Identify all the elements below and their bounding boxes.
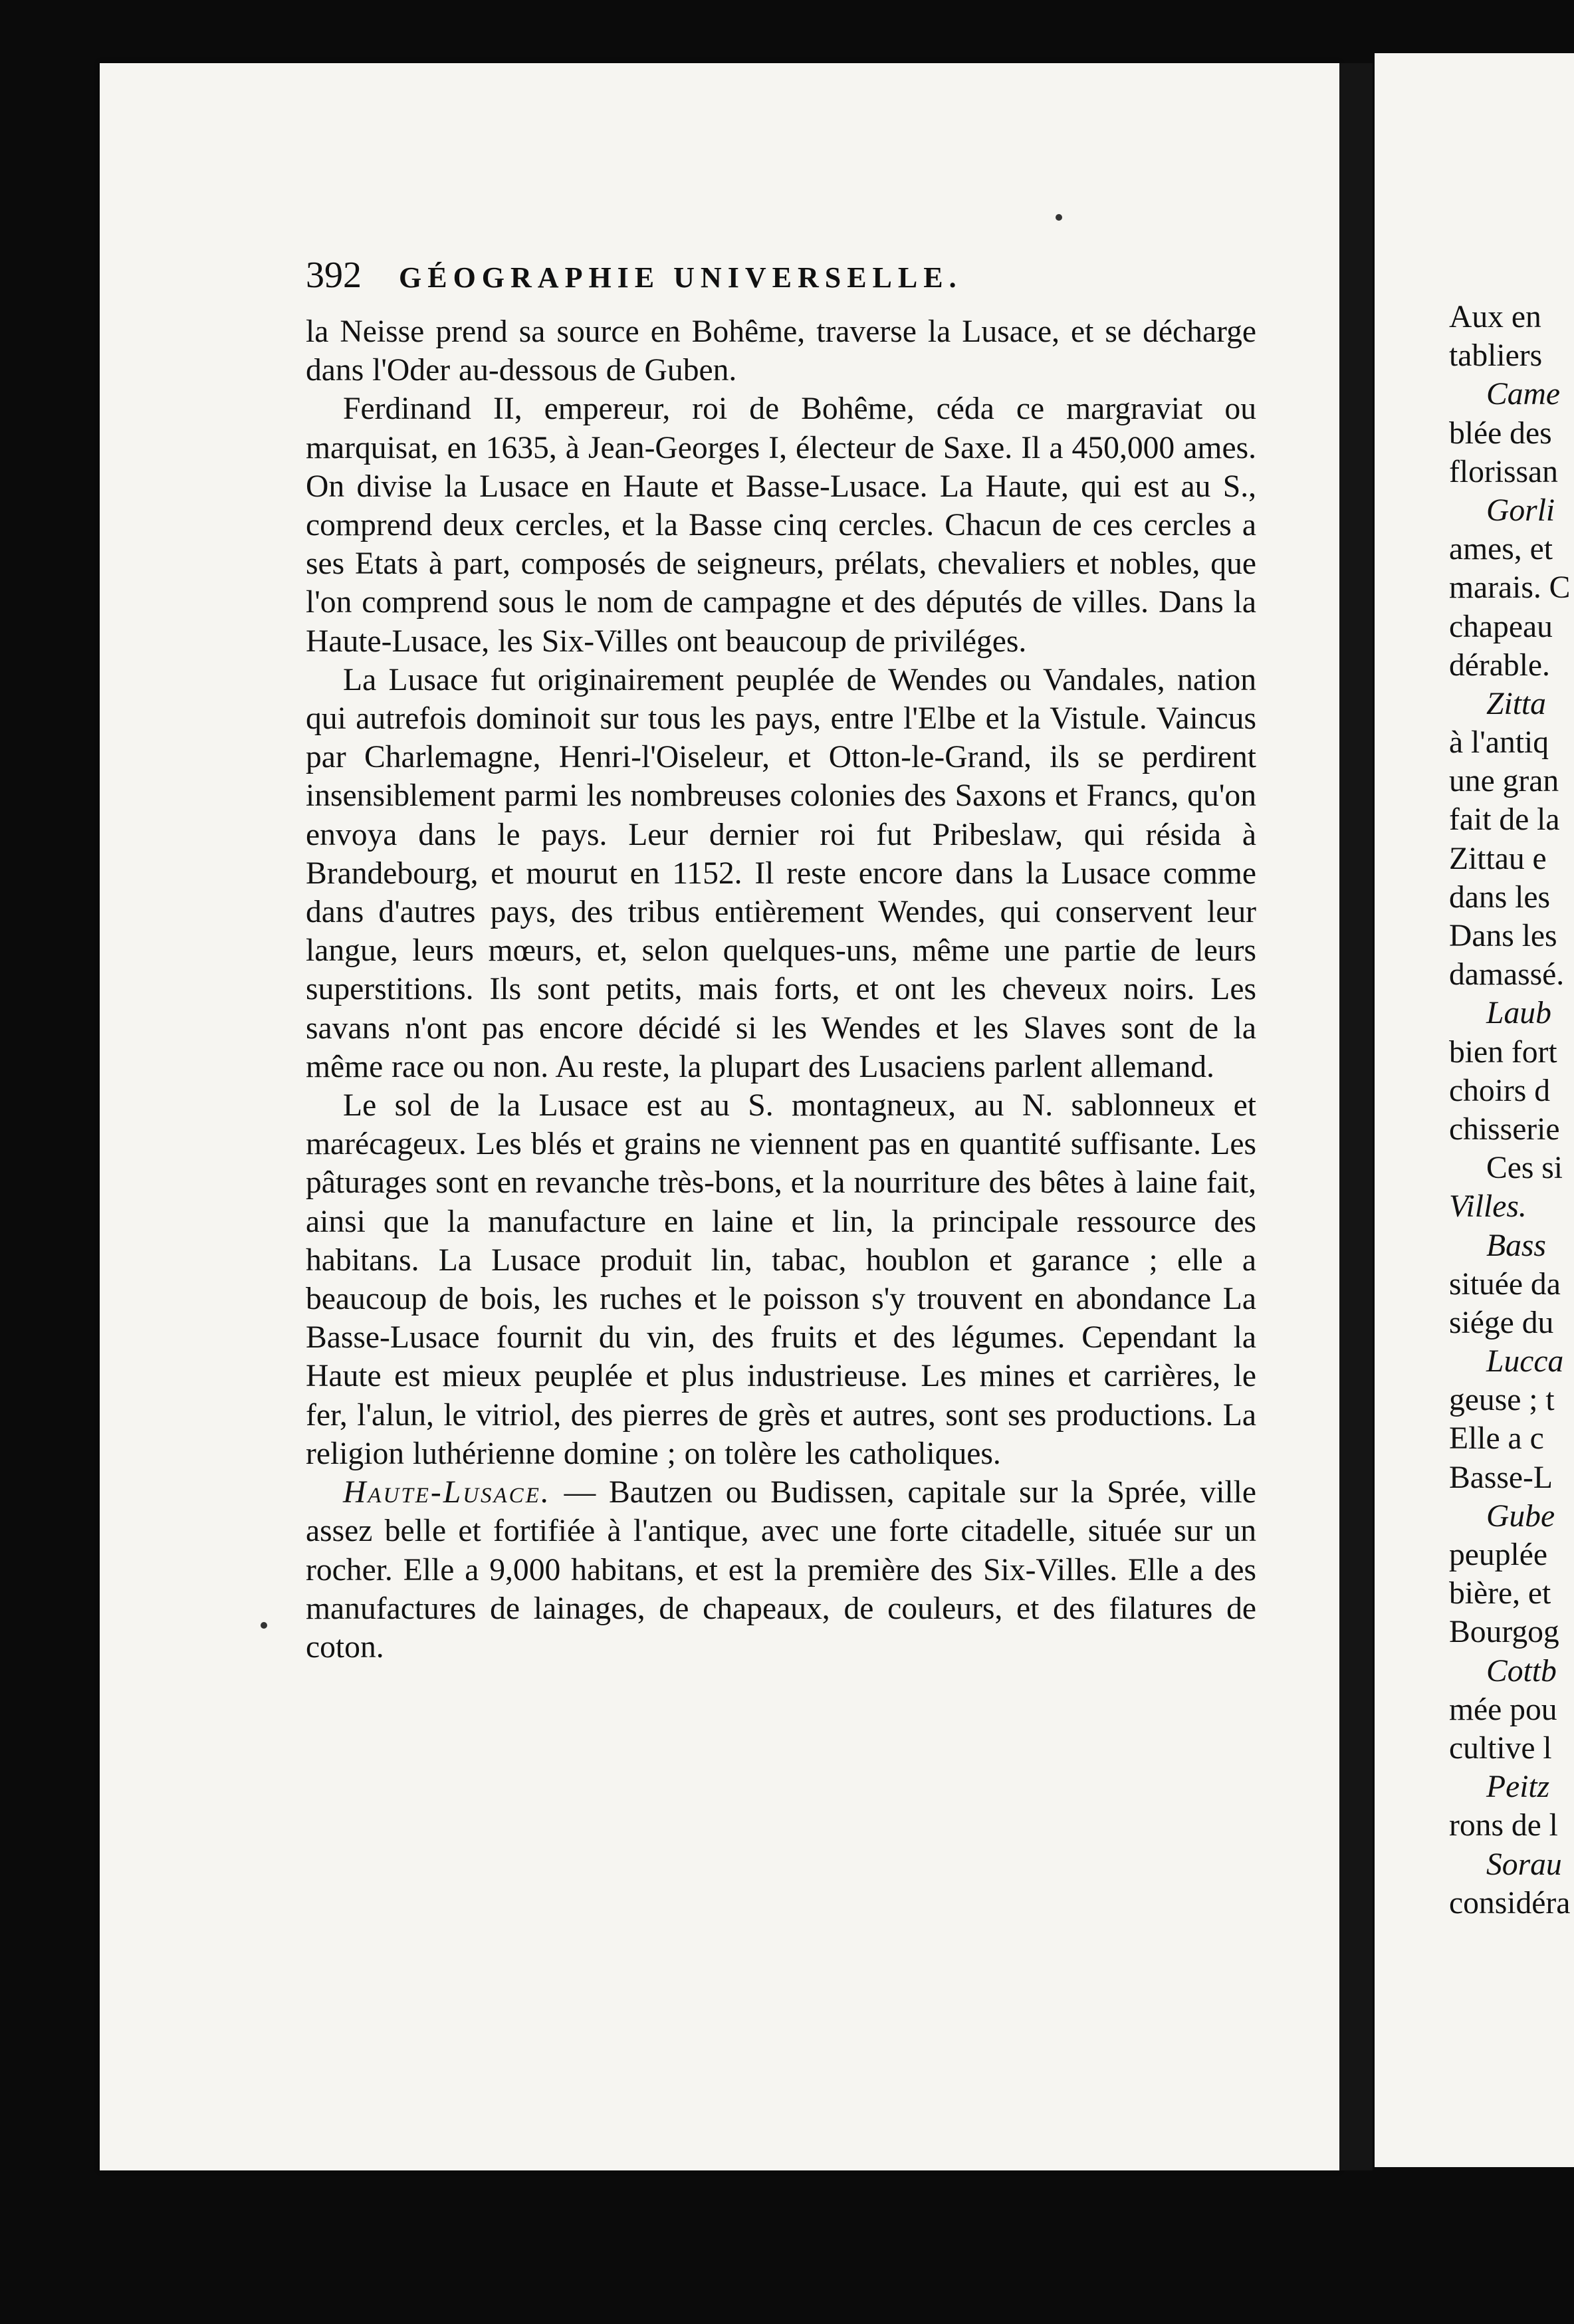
fragment-line: Laub xyxy=(1486,996,1551,1031)
page-number: 392 xyxy=(306,255,362,296)
fragment-line: Dans les xyxy=(1449,919,1557,953)
body-text xyxy=(306,312,1256,1667)
fragment-line: damassé. xyxy=(1449,957,1565,992)
paragraph-bautzen xyxy=(306,1473,1256,1667)
fragment-line: mée pou xyxy=(1449,1692,1557,1727)
fragment-line: Zitta xyxy=(1486,686,1546,721)
fragment-line: chisserie xyxy=(1449,1111,1560,1147)
fragment-line: Bass xyxy=(1486,1228,1546,1263)
paragraph-bautzen-text: — Bautzen ou Budissen, capitale sur la Sprée, ville assez belle et fortifiée à l'antique, avec une forte citadelle, située sur un rocher. Elle a 9,000 habitans, et est la première des Six-Villes. Elle a des manufactures de lainages, de chapeaux, de couleurs, et des filatures de coton. xyxy=(306,1475,1256,1665)
fragment-line: Bourgog xyxy=(1449,1615,1559,1650)
fragment-line: siége du xyxy=(1449,1305,1554,1340)
fragment-line: à l'antiq xyxy=(1449,725,1549,760)
fragment-line: rons de l xyxy=(1449,1808,1558,1843)
fragment-line: Came xyxy=(1486,377,1561,412)
fragment-line: marais. C xyxy=(1449,570,1571,606)
fragment-line: choirs d xyxy=(1449,1073,1551,1108)
fragment-line: une gran xyxy=(1449,764,1559,799)
fragment-line: florissan xyxy=(1449,454,1558,489)
fragment-line: Sorau xyxy=(1486,1847,1562,1882)
fragment-line: Gube xyxy=(1486,1498,1555,1534)
fragment-line: Lucca xyxy=(1486,1344,1564,1379)
fragment-line: Ces si xyxy=(1486,1151,1563,1186)
paragraph: Le sol de la Lusace est au S. montagneux, au N. sablonneux et marécageux. Les blés et grains ne viennent pas en quantité suffisante. Les pâturages sont en revanche très-bons, et la nourriture des bêtes à laine fait, ainsi que la manufacture en laine et lin, la principale ressource des habitans. La Lusace produit lin, tabac, houblon et garance ; elle a beaucoup de bois, les ruches et le poisson s'y trouvent en abondance La Basse-Lusace fournit du vin, des fruits et des légumes. Cependant la Haute est mieux peuplée et plus industrieuse. Les mines et carrières, le fer, l'alun, le vitriol, des pierres de grès et autres, sont ses productions. La religion luthérienne domine ; on tolère les catholiques. xyxy=(306,1088,1256,1471)
fragment-line: cultive l xyxy=(1449,1730,1552,1766)
fragment-line: Basse-L xyxy=(1449,1460,1553,1495)
fragment-line: fait de la xyxy=(1449,802,1560,838)
fragment-line: peuplée xyxy=(1449,1538,1547,1572)
book-gutter xyxy=(1339,63,1373,2170)
fragment-line: Zittau e xyxy=(1449,841,1547,876)
fragment-line: dérable. xyxy=(1449,647,1550,683)
ink-speck xyxy=(261,1622,267,1629)
fragment-line: Villes. xyxy=(1449,1189,1527,1224)
fragment-line: geuse ; t xyxy=(1449,1383,1555,1418)
fragment-line: tabliers xyxy=(1449,338,1543,374)
paragraph: la Neisse prend sa source en Bohême, traverse la Lusace, et se décharge dans l'Oder au-dessous de Guben. xyxy=(306,314,1256,388)
fragment-line: Elle a c xyxy=(1449,1421,1544,1456)
fragment-line: chapeau xyxy=(1449,609,1553,644)
ink-speck xyxy=(1056,214,1062,221)
fragment-line: bière, et xyxy=(1449,1576,1551,1611)
running-title: GÉOGRAPHIE UNIVERSELLE. xyxy=(399,261,962,294)
fragment-line: située da xyxy=(1449,1266,1561,1302)
right-page-text xyxy=(1449,298,1574,1922)
fragment-line: Aux en xyxy=(1449,300,1541,334)
running-head xyxy=(306,254,1256,307)
paragraph: La Lusace fut originairement peuplée de Wendes ou Vandales, nation qui autrefois dominoit sur tous les pays, entre l'Elbe et la Vistule. Vaincus par Charlemagne, Henri-l'Oiseleur, et Otton-le-Grand, ils se perdirent insensiblement parmi les nombreuses colonies des Saxons et Francs, qu'on envoya dans le pays. Leur dernier roi fut Pribeslaw, qui résida à Brandebourg, et mourut en 1152. Il reste encore dans la Lusace comme dans d'autres pays, des tribus entièrement Wendes, qui conservent leur langue, leurs mœurs, et, selon quelques-uns, même une partie de leurs superstitions. Ils sont petits, mais forts, et ont les cheveux noirs. Les savans n'ont pas encore décidé si les Wendes et les Slaves sont de la même race ou non. Au reste, la plupart des Lusaciens parlent allemand. xyxy=(306,662,1256,1084)
fragment-line: dans les xyxy=(1449,879,1551,915)
fragment-line: Gorli xyxy=(1486,493,1555,528)
fragment-line: Cottb xyxy=(1486,1653,1557,1688)
fragment-line: blée des xyxy=(1449,415,1552,451)
fragment-line: ames, et xyxy=(1449,532,1553,567)
fragment-line: Peitz xyxy=(1486,1770,1550,1805)
paragraph: Ferdinand II, empereur, roi de Bohême, céda ce margraviat ou marquisat, en 1635, à Jean-Georges I, électeur de Saxe. Il a 450,000 ames. On divise la Lusace en Haute et Basse-Lusace. La Haute, qui est au S., comprend deux cercles, et la Basse cinq cercles. Chacun de ces cercles a ses Etats à part, composés de seigneurs, prélats, chevaliers et nobles, que l'on comprend sous le nom de campagne et des députés de villes. Dans la Haute-Lusace, les Six-Villes ont beaucoup de priviléges. xyxy=(306,392,1256,659)
fragment-line: bien fort xyxy=(1449,1034,1557,1070)
section-label: Haute-Lusace. xyxy=(343,1475,551,1510)
fragment-line: considéra xyxy=(1449,1885,1571,1920)
